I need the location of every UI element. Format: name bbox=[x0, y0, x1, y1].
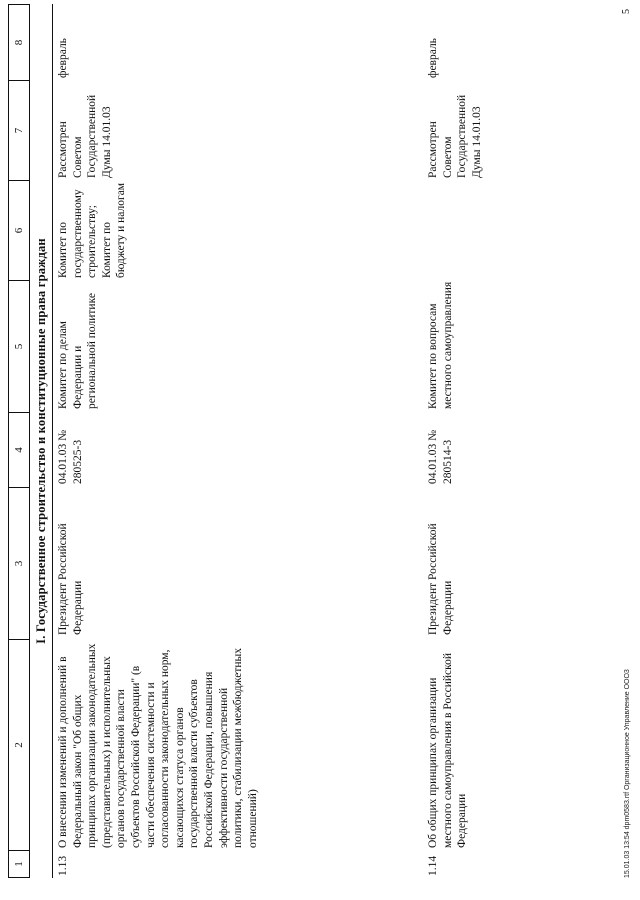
bill-title: О внесении изменений и дополнений в Федеральный закон "Об общих принципах организации законодательных (представительных) и исполнительных органов государственной власти субъектов Российской Федерации" (в части обеспечения системности и согласованности законодательных норм, касающихся статуса органов государственной власти субъектов Российской Федерации, повышения эффективности государственной политики, стабилизации межбюджетных отношений) bbox=[57, 643, 259, 848]
row-number: 1.14 bbox=[427, 855, 439, 876]
column-number: 3 bbox=[8, 487, 30, 639]
responsible-committee: Комитет по вопросам местного самоуправления bbox=[427, 281, 454, 409]
column-number: 8 bbox=[8, 4, 30, 80]
bill-title: Об общих принципах организации местного самоуправления в Российской Федерации bbox=[427, 652, 469, 848]
column-number: 6 bbox=[8, 180, 30, 280]
column-number: 5 bbox=[8, 280, 30, 412]
bill-author: Президент Российской Федерации bbox=[57, 523, 84, 635]
column-number: 2 bbox=[8, 639, 30, 850]
responsible-committee: Комитет по делам Федерации и региональной политике bbox=[57, 293, 99, 409]
bill-registration: 04.01.03 № 280514-3 bbox=[427, 429, 454, 484]
bill-author: Президент Российской Федерации bbox=[427, 523, 454, 635]
bill-deadline: февраль bbox=[57, 38, 69, 78]
section-title: I. Государственное строительство и конституционные права граждан bbox=[34, 238, 48, 644]
column-number: 1 bbox=[8, 850, 30, 878]
print-footer: 15.01.03 13:54 dpm0583.rtf Организационное Управление ООО3 bbox=[624, 669, 631, 878]
co-committees: Комитет по государственному строительству; Комитет по бюджету и налогам bbox=[57, 182, 128, 278]
page-number: 5 bbox=[621, 9, 632, 14]
column-number: 4 bbox=[8, 412, 30, 487]
bill-registration: 04.01.03 № 280525-3 bbox=[57, 429, 84, 484]
column-number: 7 bbox=[8, 80, 30, 180]
row-number: 1.13 bbox=[57, 855, 69, 876]
bill-deadline: февраль bbox=[427, 38, 439, 78]
section-divider bbox=[52, 4, 53, 878]
bill-status: Рассмотрен Советом Государственной Думы 14.01.03 bbox=[427, 94, 483, 178]
column-number-header bbox=[8, 4, 30, 878]
bill-status: Рассмотрен Советом Государственной Думы 14.01.03 bbox=[57, 94, 113, 178]
